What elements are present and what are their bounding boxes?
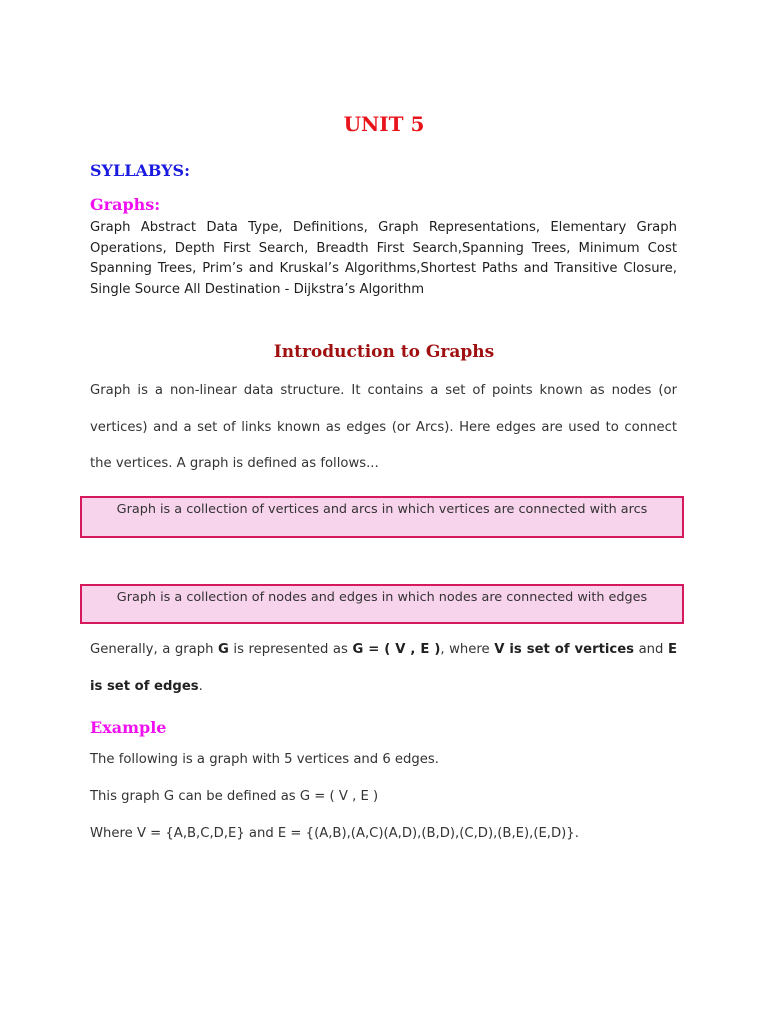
definition-box-edges: Graph is a collection of nodes and edges in which nodes are connected with edges (80, 584, 684, 624)
intro-title: Introduction to Graphs (273, 342, 495, 362)
representation-paragraph (90, 631, 677, 705)
graphs-heading: Graphs: (90, 195, 161, 214)
rep-g-eq: G = ( V , E ) (352, 642, 441, 657)
rep-text-5: . (198, 679, 203, 694)
rep-text-2: is represented as (228, 642, 353, 657)
rep-text-1: Generally, a graph (90, 642, 219, 657)
unit-title: UNIT 5 (343, 112, 425, 136)
example-line-vertices: The following is a graph with 5 vertices and 6 edges. (90, 752, 439, 767)
rep-e-set: E is set of edges (90, 642, 677, 694)
rep-text-3: , where (440, 642, 495, 657)
example-heading: Example (90, 718, 167, 737)
definition-box-arcs: Graph is a collection of vertices and arcs in which vertices are connected with arcs (80, 496, 684, 538)
example-line-definition: This graph G can be defined as G = ( V , E ) (90, 789, 379, 804)
example-line-sets: Where V = {A,B,C,D,E} and E = {(A,B),(A,C)(A,D),(B,D),(C,D),(B,E),(E,D)}. (90, 826, 579, 841)
syllabus-heading: SYLLABYS: (90, 161, 191, 180)
rep-v-set: V is set of vertices (494, 642, 635, 657)
syllabus-text: Graph Abstract Data Type, Definitions, Graph Representations, Elementary Graph Operations, Depth First Search, Breadth First Search,Spanning Trees, Minimum Cost Spanning Trees, Prim’s and Kruskal’s Algorithms,Shortest Paths and Transitive Closure, Single Source All Destination - Dijkstra’s Algorithm (90, 220, 677, 298)
rep-g: G (218, 642, 229, 657)
intro-paragraph: Graph is a non-linear data structure. It contains a set of points known as nodes (or vertices) and a set of links known as edges (or Arcs). Here edges are used to connect the vertices. A graph is defined as follows... (90, 383, 677, 471)
rep-text-4: and (634, 642, 668, 657)
